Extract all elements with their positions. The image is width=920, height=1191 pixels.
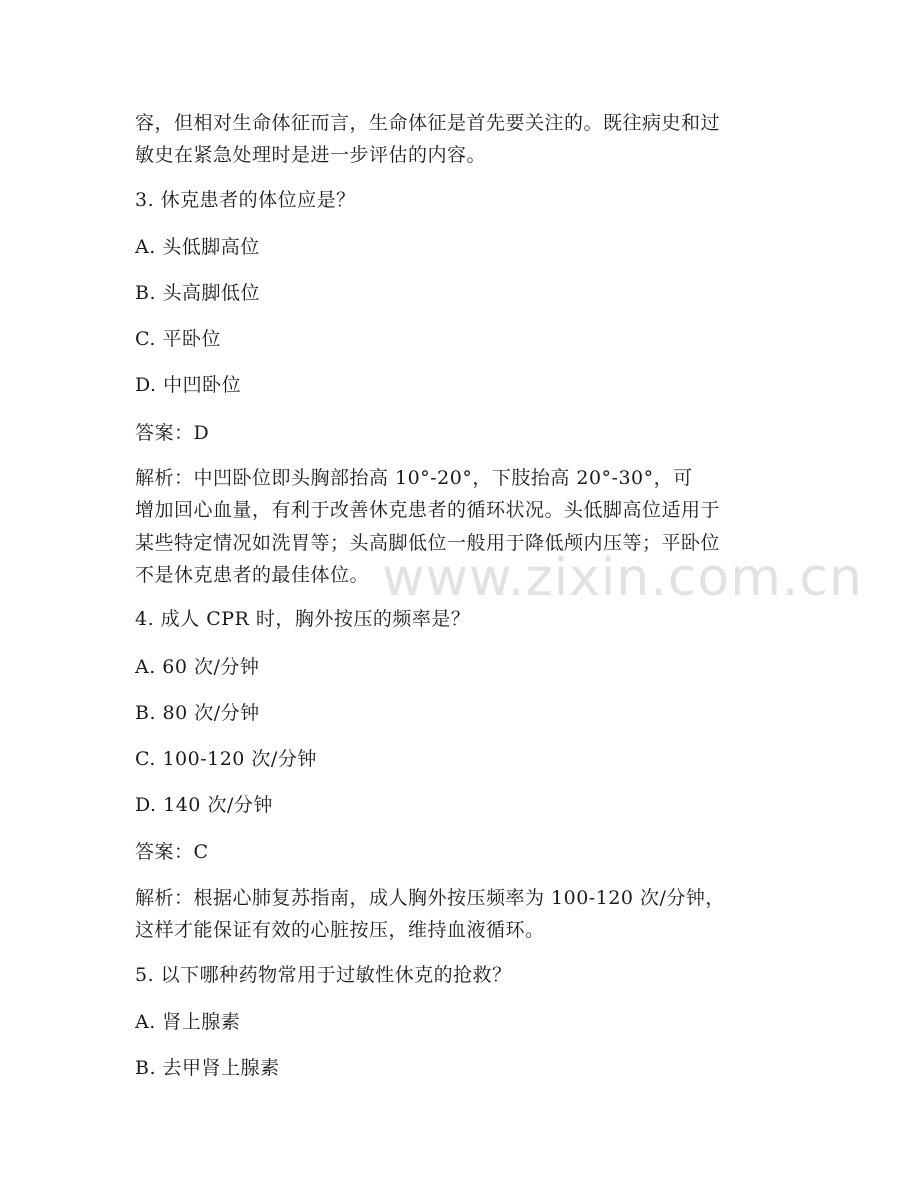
option-b: B. 80 次/分钟 xyxy=(135,702,260,724)
option-c: C. 平卧位 xyxy=(135,328,221,350)
option-b: B. 头高脚低位 xyxy=(135,282,261,304)
option-a: A. 肾上腺素 xyxy=(135,1011,241,1033)
option-a: A. 60 次/分钟 xyxy=(135,656,260,678)
option-d: D. 140 次/分钟 xyxy=(135,794,273,816)
text-line: 容，但相对生命体征而言，生命体征是首先要关注的。既往病史和过 xyxy=(135,112,721,134)
text-line: 敏史在紧急处理时是进一步评估的内容。 xyxy=(135,144,487,166)
question-5: 5. 以下哪种药物常用于过敏性休克的抢救？ xyxy=(135,964,512,986)
answer: 答案：D xyxy=(135,422,210,444)
watermark: www.zixin.com.cn xyxy=(382,548,863,608)
option-c: C. 100-120 次/分钟 xyxy=(135,748,317,770)
option-b: B. 去甲肾上腺素 xyxy=(135,1057,280,1079)
answer: 答案：C xyxy=(135,841,209,863)
explanation-line: 这样才能保证有效的心脏按压，维持血液循环。 xyxy=(135,919,545,941)
option-a: A. 头低脚高位 xyxy=(135,236,260,258)
explanation-line: 增加回心血量，有利于改善休克患者的循环状况。头低脚高位适用于 xyxy=(135,499,721,521)
explanation-line: 某些特定情况如洗胃等；头高脚低位一般用于降低颅内压等；平卧位 xyxy=(135,532,721,554)
explanation-line: 解析：中凹卧位即头胸部抬高 10°-20°，下肢抬高 20°-30°，可 xyxy=(135,467,693,489)
question-3: 3. 休克患者的体位应是？ xyxy=(135,189,356,211)
explanation-line: 解析：根据心肺复苏指南，成人胸外按压频率为 100-120 次/分钟， xyxy=(135,887,725,909)
option-d: D. 中凹卧位 xyxy=(135,374,242,396)
explanation-line: 不是休克患者的最佳体位。 xyxy=(135,564,370,586)
question-4: 4. 成人 CPR 时，胸外按压的频率是？ xyxy=(135,608,471,630)
